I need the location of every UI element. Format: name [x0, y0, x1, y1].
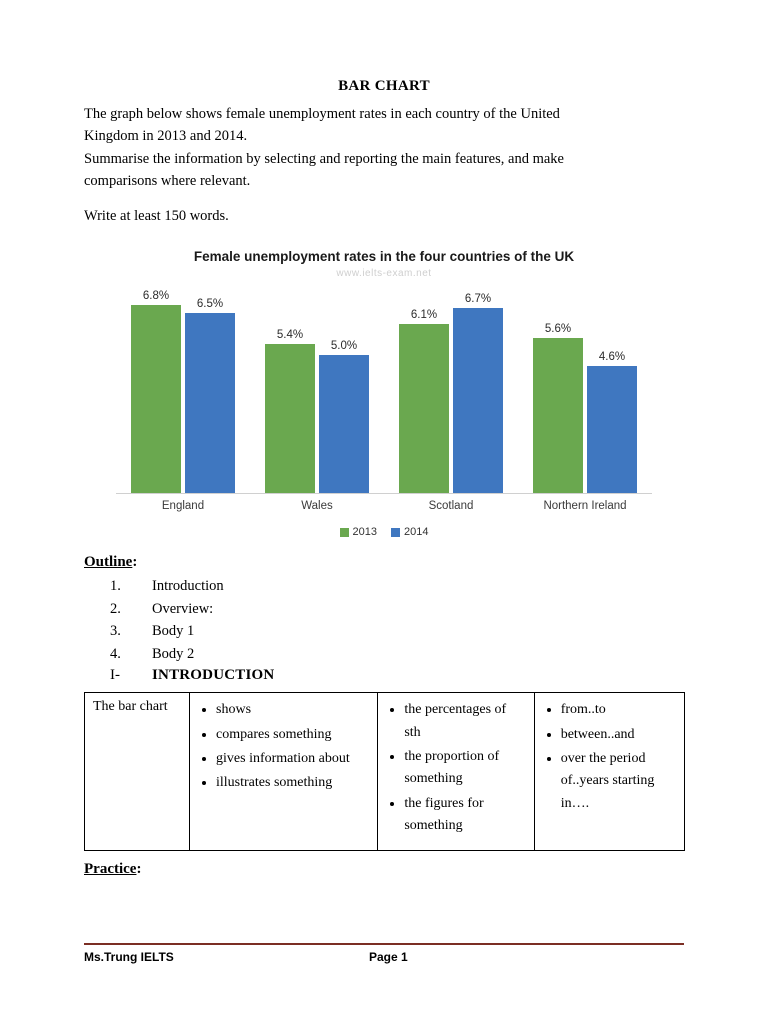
list-item-label: Body 2	[152, 645, 195, 662]
legend-swatch-icon	[340, 528, 349, 537]
list-item: • from..to	[561, 699, 676, 721]
bar-rect	[131, 305, 181, 493]
bar-value-label: 6.7%	[464, 293, 492, 306]
chart-legend	[84, 526, 684, 538]
bar-england-2014	[185, 281, 235, 493]
practice-heading-text: Practice	[84, 860, 137, 877]
bar-rect	[533, 338, 583, 493]
bar-group-england	[119, 281, 247, 493]
footer-page-number: Page 1	[369, 950, 408, 964]
legend-item-2013	[340, 526, 377, 538]
bar-group-northern-ireland	[521, 281, 649, 493]
bar-value-label: 5.0%	[330, 340, 358, 353]
chart-plot-area	[116, 281, 652, 494]
page-title: BAR CHART	[338, 78, 430, 94]
outline-heading-text: Outline	[84, 554, 133, 571]
page-footer	[84, 943, 684, 964]
bar-wales-2013	[265, 281, 315, 493]
list-item: • the percentages of sth	[404, 699, 525, 744]
category-label: England	[161, 500, 205, 513]
category-label: Northern Ireland	[543, 500, 627, 513]
bar-northern-ireland-2013	[533, 281, 583, 493]
bar-england-2013	[131, 281, 181, 493]
bar-value-label: 5.4%	[276, 329, 304, 342]
bar-chart	[84, 249, 684, 538]
outline-heading-colon: :	[132, 554, 138, 571]
list-item-label: Body 1	[152, 623, 195, 640]
chart-title: Female unemployment rates in the four countries of the UK	[193, 249, 575, 265]
list-item: • compares something	[216, 724, 369, 746]
bar-wales-2014	[319, 281, 369, 493]
list-item: • the proportion of something	[404, 746, 525, 791]
bar-northern-ireland-2014	[587, 281, 637, 493]
list-item: • over the period of..years starting in….	[561, 748, 676, 815]
prompt-line-2: Kingdom in 2013 and 2014.	[84, 128, 248, 145]
bar-rect	[399, 324, 449, 493]
task-prompt	[84, 103, 684, 227]
section-heading-introduction	[84, 667, 684, 684]
prompt-line-3: Summarise the information by selecting and reporting the main features, and make	[84, 150, 564, 167]
list-item-number: 2.	[110, 600, 121, 617]
practice-heading	[84, 861, 684, 878]
list-item	[84, 620, 684, 642]
bar-value-label: 6.1%	[410, 309, 438, 322]
bar-group-scotland	[387, 281, 515, 493]
list-item: • between..and	[561, 724, 676, 746]
bar-rect	[185, 313, 235, 493]
bar-value-label: 6.8%	[142, 290, 170, 303]
legend-swatch-icon	[391, 528, 400, 537]
bar-value-label: 6.5%	[196, 298, 224, 311]
section-label: INTRODUCTION	[152, 667, 275, 684]
chart-bar-groups	[116, 281, 652, 493]
outline-heading	[84, 554, 684, 571]
list-item	[84, 643, 684, 665]
bar-value-label: 5.6%	[544, 323, 572, 336]
bar-value-label: 4.6%	[598, 351, 626, 364]
legend-label: 2013	[352, 526, 377, 539]
list-item-number: 3.	[110, 623, 121, 640]
bar-group-wales	[253, 281, 381, 493]
phrases-table	[84, 692, 685, 850]
bar-rect	[587, 366, 637, 493]
chart-watermark: www.ielts-exam.net	[336, 268, 432, 280]
category-label: Scotland	[428, 500, 474, 513]
category-label: Wales	[301, 500, 333, 513]
list-item: • the figures for something	[404, 793, 525, 838]
table-cell-objects	[378, 693, 534, 850]
legend-item-2014	[391, 526, 428, 538]
list-item: • shows	[216, 699, 369, 721]
bar-scotland-2013	[399, 281, 449, 493]
list-item	[84, 575, 684, 597]
practice-heading-colon: :	[136, 860, 142, 877]
list-item-number: 1.	[110, 578, 121, 595]
table-cell-subject: The bar chart	[85, 693, 190, 850]
chart-category-axis	[116, 500, 652, 512]
table-row	[85, 693, 685, 850]
prompt-line-5: Write at least 150 words.	[84, 207, 229, 224]
bar-rect	[453, 308, 503, 493]
table-cell-verbs	[190, 693, 378, 850]
list-item-label: Overview:	[152, 600, 214, 617]
legend-label: 2014	[404, 526, 429, 539]
bar-rect	[319, 355, 369, 493]
prompt-line-4: comparisons where relevant.	[84, 173, 251, 190]
list-item: • gives information about	[216, 748, 369, 770]
bar-scotland-2014	[453, 281, 503, 493]
list-item-label: Introduction	[152, 578, 224, 595]
section-number: I-	[110, 667, 120, 684]
list-item	[84, 598, 684, 620]
list-item-number: 4.	[110, 645, 121, 662]
table-cell-time-phrases	[534, 693, 684, 850]
prompt-line-1: The graph below shows female unemployment rates in each country of the United	[84, 106, 560, 122]
footer-author: Ms.Trung IELTS	[84, 950, 174, 964]
list-item: • illustrates something	[216, 772, 369, 794]
footer-divider	[84, 943, 684, 945]
bar-rect	[265, 344, 315, 493]
outline-list	[84, 575, 684, 665]
